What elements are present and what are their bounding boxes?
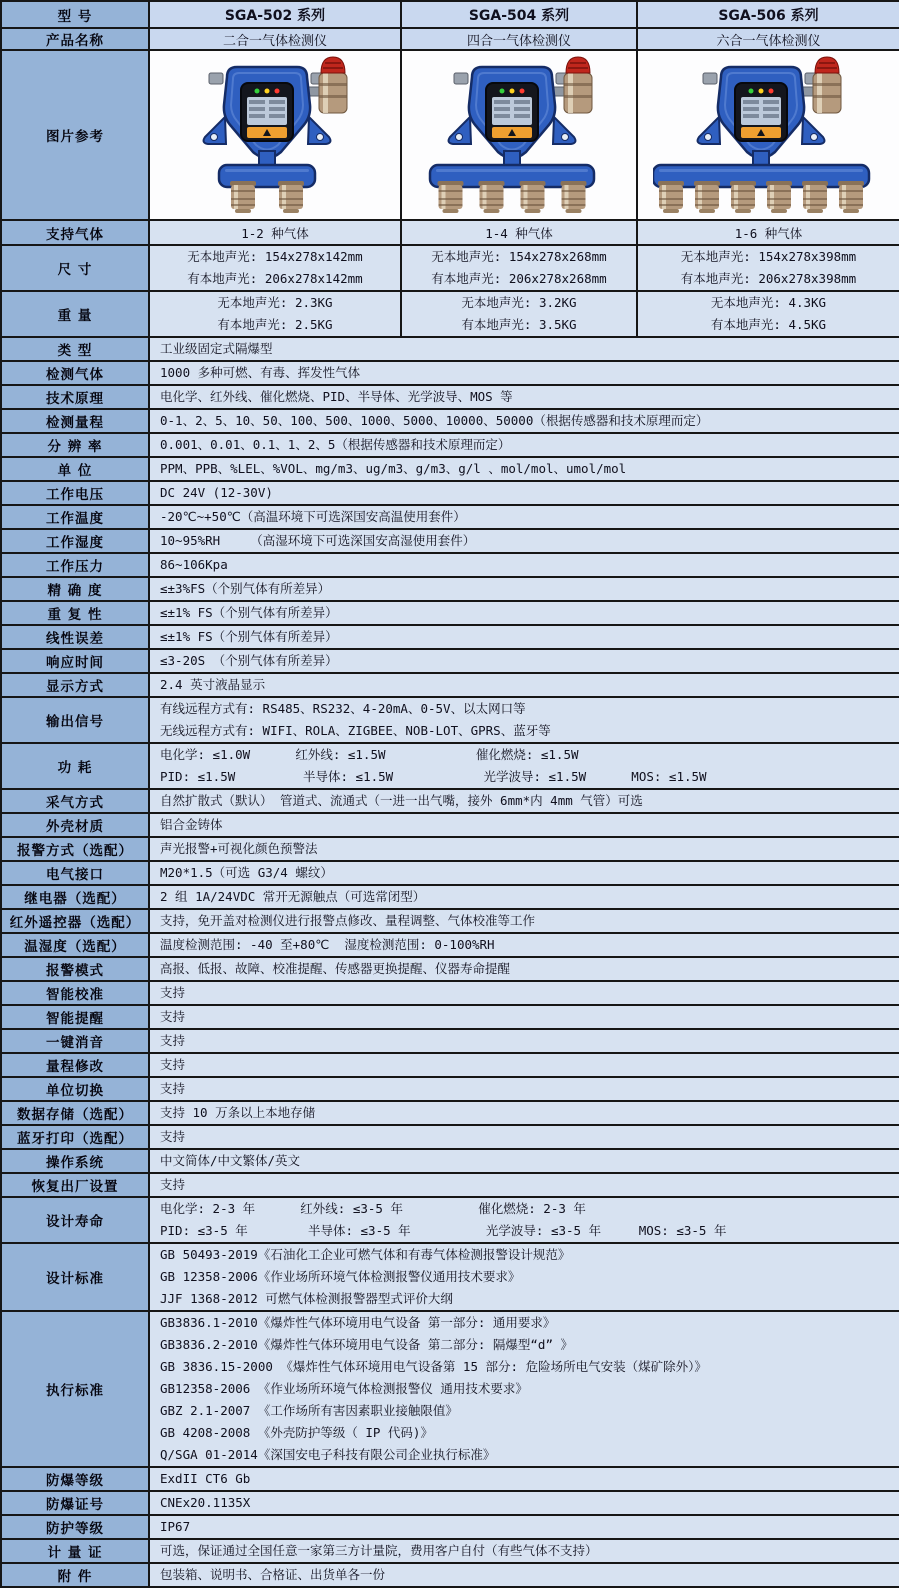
value-line: DC 24V (12-30V) (160, 485, 273, 500)
row-label: 温湿度（选配） (1, 933, 149, 957)
spec-row (1, 1311, 899, 1467)
spec-row (1, 837, 899, 861)
row-value (149, 1101, 899, 1125)
row-label: 防爆等级 (1, 1467, 149, 1491)
value-line: GB3836.1-2010《爆炸性气体环境用电气设备 第一部分: 通用要求》 (160, 1315, 556, 1330)
row-label: 红外遥控器（选配） (1, 909, 149, 933)
model-sga-502: SGA-502 系列 (149, 1, 401, 28)
supported-gas-2: 1-4 种气体 (401, 220, 637, 245)
row-label: 输出信号 (1, 697, 149, 743)
row-value (149, 837, 899, 861)
image-reference-label: 图片参考 (1, 50, 149, 220)
row-image-reference (1, 50, 899, 220)
row-value (149, 1491, 899, 1515)
row-value (149, 481, 899, 505)
row-label: 分 辨 率 (1, 433, 149, 457)
dimensions-3 (637, 245, 899, 291)
spec-row (1, 337, 899, 361)
row-value (149, 529, 899, 553)
row-label: 智能校准 (1, 981, 149, 1005)
row-label: 单位切换 (1, 1077, 149, 1101)
product-image (653, 53, 885, 217)
row-label: 一键消音 (1, 1029, 149, 1053)
value-line: 电化学: 2-3 年 红外线: ≤3-5 年 催化燃烧: 2-3 年 (160, 1201, 586, 1216)
dimensions-label: 尺 寸 (1, 245, 149, 291)
row-label: 恢复出厂设置 (1, 1173, 149, 1197)
row-label: 功 耗 (1, 743, 149, 789)
spec-row (1, 861, 899, 885)
row-value (149, 1539, 899, 1563)
row-label: 工作压力 (1, 553, 149, 577)
row-value (149, 743, 899, 789)
supported-gas-1: 1-2 种气体 (149, 220, 401, 245)
row-value (149, 1563, 899, 1587)
product-image (159, 53, 391, 217)
spec-row (1, 1029, 899, 1053)
spec-row (1, 1491, 899, 1515)
row-weight (1, 291, 899, 337)
value-line: PID: ≤1.5W 半导体: ≤1.5W 光学波导: ≤1.5W MOS: ≤1.5W (160, 769, 707, 784)
row-label: 量程修改 (1, 1053, 149, 1077)
row-label: 外壳材质 (1, 813, 149, 837)
value-line: 支持 (160, 1129, 186, 1144)
spec-row (1, 361, 899, 385)
value-line: ≤±1% FS（个别气体有所差异） (160, 605, 338, 620)
spec-row (1, 649, 899, 673)
spec-row (1, 625, 899, 649)
row-label: 设计寿命 (1, 1197, 149, 1243)
value-line: GB12358-2006 《作业场所环境气体检测报警仪 通用技术要求》 (160, 1381, 528, 1396)
value-line: 可选，保证通过全国任意一家第三方计量院，费用客户自付（有些气体不支持） (160, 1543, 598, 1558)
value-line: 支持 (160, 1081, 186, 1096)
weight-line: 无本地声光: 4.3KG (710, 295, 827, 310)
value-line: IP67 (160, 1519, 191, 1534)
row-label: 精 确 度 (1, 577, 149, 601)
spec-row (1, 1173, 899, 1197)
value-line: 支持，免开盖对检测仪进行报警点修改、量程调整、气体校准等工作 (160, 913, 536, 928)
supported-gas-label: 支持气体 (1, 220, 149, 245)
value-line: 2.4 英寸液晶显示 (160, 677, 266, 692)
row-value (149, 409, 899, 433)
value-line: Q/SGA 01-2014《深国安电子科技有限公司企业执行标准》 (160, 1447, 496, 1462)
value-line: 中文简体/中文繁体/英文 (160, 1153, 301, 1168)
value-line: ≤±3%FS（个别气体有所差异） (160, 581, 331, 596)
row-label: 防爆证号 (1, 1491, 149, 1515)
supported-gas-3: 1-6 种气体 (637, 220, 899, 245)
row-value (149, 337, 899, 361)
value-line: ≤3-20S （个别气体有所差异） (160, 653, 338, 668)
weight-line: 无本地声光: 2.3KG (217, 295, 333, 310)
row-label: 重 复 性 (1, 601, 149, 625)
value-line: 电化学、红外线、催化燃烧、PID、半导体、光学波导、MOS 等 (160, 389, 513, 404)
weight-label: 重 量 (1, 291, 149, 337)
row-value (149, 649, 899, 673)
spec-row (1, 553, 899, 577)
value-line: M20*1.5（可选 G3/4 螺纹） (160, 865, 333, 880)
spec-row (1, 1197, 899, 1243)
row-label: 智能提醒 (1, 1005, 149, 1029)
row-label: 执行标准 (1, 1311, 149, 1467)
row-value (149, 697, 899, 743)
dimension-line: 有本地声光: 206x278x398mm (680, 271, 857, 286)
weight-line: 无本地声光: 3.2KG (461, 295, 577, 310)
row-model-header (1, 1, 899, 28)
value-line: PID: ≤3-5 年 半导体: ≤3-5 年 光学波导: ≤3-5 年 MOS: ≤3-5 年 (160, 1223, 727, 1238)
row-value (149, 433, 899, 457)
row-label: 工作电压 (1, 481, 149, 505)
value-line: GBZ 2.1-2007 《工作场所有害因素职业接触限值》 (160, 1403, 458, 1418)
spec-row (1, 457, 899, 481)
row-value (149, 553, 899, 577)
image-cell-1 (149, 50, 401, 220)
row-label: 类 型 (1, 337, 149, 361)
row-label: 检测气体 (1, 361, 149, 385)
value-line: 包装箱、说明书、合格证、出货单各一份 (160, 1567, 386, 1582)
value-line: 有线远程方式有: RS485、RS232、4-20mA、0-5V、以太网口等 (160, 701, 526, 716)
value-line: 2 组 1A/24VDC 常开无源触点（可选常闭型） (160, 889, 426, 904)
row-label: 显示方式 (1, 673, 149, 697)
row-value (149, 957, 899, 981)
value-line: 温度检测范围: -40 至+80℃ 湿度检测范围: 0-100%RH (160, 937, 495, 952)
spec-row (1, 813, 899, 837)
row-value (149, 577, 899, 601)
row-value (149, 625, 899, 649)
row-value (149, 1197, 899, 1243)
row-label: 采气方式 (1, 789, 149, 813)
image-cell-3 (637, 50, 899, 220)
weight-1 (149, 291, 401, 337)
row-value (149, 505, 899, 529)
row-label: 操作系统 (1, 1149, 149, 1173)
row-value (149, 1005, 899, 1029)
value-line: 支持 (160, 985, 186, 1000)
spec-row (1, 409, 899, 433)
spec-row (1, 981, 899, 1005)
dimension-line: 无本地声光: 154x278x268mm (431, 249, 607, 264)
model-header-label: 型 号 (1, 1, 149, 28)
row-label: 检测量程 (1, 409, 149, 433)
value-line: 10~95%RH （高湿环境下可选深国安高湿使用套件） (160, 533, 476, 548)
product-name-3: 六合一气体检测仪 (637, 28, 899, 50)
dimension-line: 无本地声光: 154x278x142mm (187, 249, 363, 264)
sga-504-detector-4-sensors (404, 53, 636, 213)
product-image (404, 53, 636, 217)
row-label: 附 件 (1, 1563, 149, 1587)
weight-3 (637, 291, 899, 337)
spec-row (1, 433, 899, 457)
row-value (149, 361, 899, 385)
row-label: 工作湿度 (1, 529, 149, 553)
row-value (149, 861, 899, 885)
spec-row (1, 697, 899, 743)
value-line: 支持 (160, 1033, 186, 1048)
value-line: 0.001、0.01、0.1、1、2、5（根据传感器和技术原理而定） (160, 437, 511, 452)
row-value (149, 385, 899, 409)
row-value (149, 601, 899, 625)
dimension-line: 有本地声光: 206x278x268mm (431, 271, 607, 286)
product-name-label: 产品名称 (1, 28, 149, 50)
value-line: 支持 (160, 1057, 186, 1072)
value-line: ≤±1% FS（个别气体有所差异） (160, 629, 338, 644)
sga-506-detector-6-sensors (653, 53, 885, 213)
row-value (149, 933, 899, 957)
row-value (149, 1467, 899, 1491)
spec-row (1, 1005, 899, 1029)
value-line: 声光报警+可视化颜色预警法 (160, 841, 318, 856)
spec-row (1, 909, 899, 933)
value-line: 0-1、2、5、10、50、100、500、1000、5000、10000、50000（根据传感器和技术原理而定） (160, 413, 709, 428)
model-sga-504: SGA-504 系列 (401, 1, 637, 28)
value-line: GB 4208-2008 《外壳防护等级（ IP 代码)》 (160, 1425, 433, 1440)
row-value (149, 885, 899, 909)
row-value (149, 1515, 899, 1539)
weight-line: 有本地声光: 2.5KG (217, 317, 333, 332)
row-value (149, 1029, 899, 1053)
row-product-name (1, 28, 899, 50)
sga-502-detector-2-sensors (159, 53, 391, 213)
image-cell-2 (401, 50, 637, 220)
row-value (149, 1173, 899, 1197)
product-name-2: 四合一气体检测仪 (401, 28, 637, 50)
row-supported-gas (1, 220, 899, 245)
row-label: 继电器（选配） (1, 885, 149, 909)
dimension-line: 无本地声光: 154x278x398mm (680, 249, 857, 264)
spec-row (1, 933, 899, 957)
row-label: 电气接口 (1, 861, 149, 885)
spec-row (1, 885, 899, 909)
value-line: JJF 1368-2012 可燃气体检测报警器型式评价大纲 (160, 1291, 453, 1306)
product-name-1: 二合一气体检测仪 (149, 28, 401, 50)
spec-row (1, 1243, 899, 1311)
row-label: 技术原理 (1, 385, 149, 409)
row-label: 单 位 (1, 457, 149, 481)
spec-row (1, 1053, 899, 1077)
value-line: ExdII CT6 Gb (160, 1471, 251, 1486)
row-value (149, 813, 899, 837)
value-line: 电化学: ≤1.0W 红外线: ≤1.5W 催化燃烧: ≤1.5W (160, 747, 579, 762)
dimensions-2 (401, 245, 637, 291)
spec-row (1, 1563, 899, 1587)
value-line: 86~106Kpa (160, 557, 228, 572)
dimensions-1 (149, 245, 401, 291)
value-line: 支持 (160, 1177, 186, 1192)
spec-row (1, 957, 899, 981)
value-line: 自然扩散式（默认） 管道式、流通式（一进一出气嘴，接外 6mm*内 4mm 气管）可选 (160, 793, 643, 808)
spec-row (1, 601, 899, 625)
row-label: 线性误差 (1, 625, 149, 649)
row-label: 防护等级 (1, 1515, 149, 1539)
row-value (149, 1125, 899, 1149)
weight-line: 有本地声光: 3.5KG (461, 317, 577, 332)
spec-row (1, 743, 899, 789)
row-value (149, 1077, 899, 1101)
row-value (149, 789, 899, 813)
spec-row (1, 529, 899, 553)
model-sga-506: SGA-506 系列 (637, 1, 899, 28)
row-label: 数据存储（选配） (1, 1101, 149, 1125)
value-line: GB3836.2-2010《爆炸性气体环境用电气设备 第二部分: 隔爆型“d” 》 (160, 1337, 574, 1352)
row-value (149, 1053, 899, 1077)
value-line: 支持 10 万条以上本地存储 (160, 1105, 316, 1120)
row-dimensions (1, 245, 899, 291)
value-line: 1000 多种可燃、有毒、挥发性气体 (160, 365, 361, 380)
value-line: -20℃~+50℃（高温环境下可选深国安高温使用套件） (160, 509, 466, 524)
row-value (149, 1243, 899, 1311)
spec-row (1, 1149, 899, 1173)
spec-row (1, 1467, 899, 1491)
dimension-line: 有本地声光: 206x278x142mm (187, 271, 363, 286)
spec-row (1, 505, 899, 529)
row-value (149, 1311, 899, 1467)
row-label: 蓝牙打印（选配） (1, 1125, 149, 1149)
row-value (149, 457, 899, 481)
weight-2 (401, 291, 637, 337)
value-line: CNEx20.1135X (160, 1495, 251, 1510)
weight-line: 有本地声光: 4.5KG (710, 317, 827, 332)
spec-row (1, 481, 899, 505)
spec-row (1, 1539, 899, 1563)
spec-row (1, 1515, 899, 1539)
value-line: 铝合金铸体 (160, 817, 223, 832)
spec-row (1, 1101, 899, 1125)
value-line: GB 50493-2019《石油化工企业可燃气体和有毒气体检测报警设计规范》 (160, 1247, 571, 1262)
value-line: PPM、PPB、%LEL、%VOL、mg/m3、ug/m3、g/m3、g/l 、mol/mol、umol/mol (160, 461, 627, 476)
row-value (149, 1149, 899, 1173)
spec-row (1, 789, 899, 813)
row-value (149, 981, 899, 1005)
value-line: GB 3836.15-2000 《爆炸性气体环境用电气设备第 15 部分: 危险场所电气安装（煤矿除外）》 (160, 1359, 707, 1374)
value-line: GB 12358-2006《作业场所环境气体检测报警仪通用技术要求》 (160, 1269, 521, 1284)
row-label: 报警模式 (1, 957, 149, 981)
row-label: 工作温度 (1, 505, 149, 529)
value-line: 工业级固定式隔爆型 (160, 341, 273, 356)
spec-row (1, 673, 899, 697)
row-label: 计 量 证 (1, 1539, 149, 1563)
spec-row (1, 1077, 899, 1101)
spec-row (1, 1125, 899, 1149)
row-label: 响应时间 (1, 649, 149, 673)
row-value (149, 909, 899, 933)
value-line: 支持 (160, 1009, 186, 1024)
spec-row (1, 577, 899, 601)
value-line: 高报、低报、故障、校准提醒、传感器更换提醒、仪器寿命提醒 (160, 961, 511, 976)
row-value (149, 673, 899, 697)
spec-row (1, 385, 899, 409)
row-label: 报警方式（选配） (1, 837, 149, 861)
value-line: 无线远程方式有: WIFI、ROLA、ZIGBEE、NOB-LOT、GPRS、蓝牙等 (160, 723, 551, 738)
row-label: 设计标准 (1, 1243, 149, 1311)
